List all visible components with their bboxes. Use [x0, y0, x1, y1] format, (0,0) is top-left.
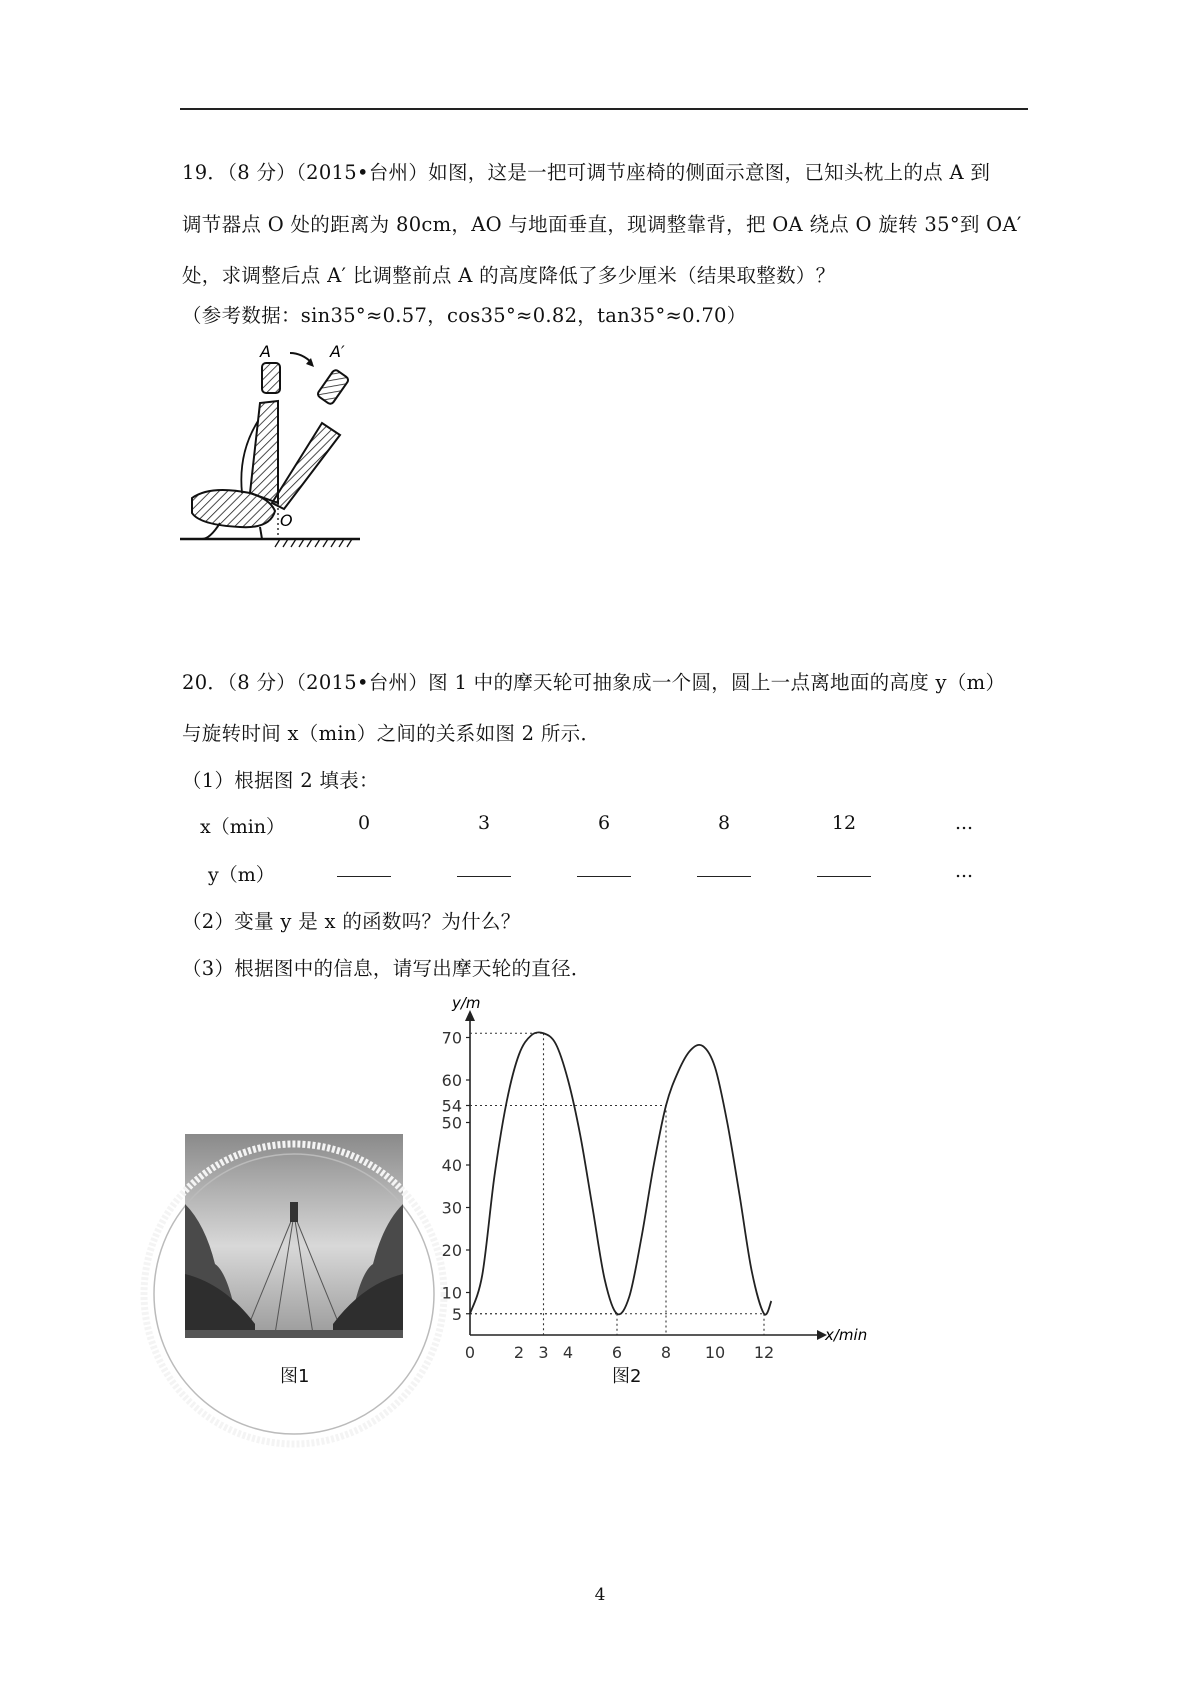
table-x-value: 3: [477, 812, 491, 834]
height-curve: [470, 1032, 771, 1314]
figure2-caption: 图2: [612, 1366, 642, 1387]
y-tick-label: 50: [441, 1113, 462, 1133]
y-tick-label: 70: [441, 1028, 462, 1048]
label-a-prime: A′: [330, 342, 345, 361]
q20-part1: （1）根据图 2 填表：: [182, 769, 379, 792]
y-tick-label: 10: [441, 1283, 462, 1303]
header-rule: [180, 108, 1028, 110]
x-tick-label: 0: [464, 1343, 476, 1362]
page-number: 4: [594, 1585, 606, 1605]
y-tick-label: 20: [441, 1241, 462, 1260]
ferris-wheel-photo: [185, 1134, 403, 1338]
table-x-header: x（min）: [200, 816, 286, 838]
backrest-upright: [250, 401, 278, 503]
label-o: O: [280, 511, 293, 530]
q20-part2: （2）变量 y 是 x 的函数吗？为什么？: [182, 910, 521, 933]
table-x-value: 12: [831, 812, 857, 834]
x-tick-label: 2: [513, 1343, 525, 1362]
q19-line1: 19．（8 分）（2015•台州）如图，这是一把可调节座椅的侧面示意图，已知头枕上的点 A 到: [182, 161, 991, 184]
table-x-value: 6: [597, 812, 611, 834]
answer-blank[interactable]: [337, 876, 391, 877]
q19-line2: 调节器点 O 处的距离为 80cm，AO 与地面垂直，现调整靠背，把 OA 绕点 O 旋转 35°到 OA′: [182, 213, 1022, 236]
y-tick-label: 54: [441, 1096, 462, 1116]
y-axis-label: y/m: [452, 994, 481, 1012]
answer-blank[interactable]: [817, 876, 871, 877]
x-tick-label: 10: [704, 1343, 726, 1362]
q19-line3: 处，求调整后点 A′ 比调整前点 A 的高度降低了多少厘米（结果取整数）？: [182, 264, 836, 287]
backrest-tilted: [272, 423, 340, 509]
answer-blank[interactable]: [457, 876, 511, 877]
q19-reference-data: （参考数据：sin35°≈0.57，cos35°≈0.82，tan35°≈0.70）: [182, 304, 747, 327]
answer-blank[interactable]: [697, 876, 751, 877]
label-a: A: [260, 342, 271, 361]
x-tick-label: 6: [611, 1343, 623, 1362]
table-x-value: 8: [717, 812, 731, 834]
table-x-value: 0: [357, 812, 371, 834]
y-tick-label: 30: [441, 1198, 462, 1218]
x-tick-label: 4: [562, 1343, 574, 1362]
table-y-ellipsis: ...: [954, 860, 974, 882]
height-time-chart: [425, 990, 868, 1362]
table-x-ellipsis: ...: [954, 812, 974, 834]
x-axis-label: x/min: [825, 1326, 868, 1344]
q20-line1: 20．（8 分）（2015•台州）图 1 中的摩天轮可抽象成一个圆，圆上一点离地面的高度 y（m）: [182, 671, 1006, 694]
q20-line2: 与旋转时间 x（min）之间的关系如图 2 所示．: [182, 722, 601, 745]
y-tick-label: 60: [441, 1071, 462, 1090]
headrest-a-prime: [316, 369, 349, 406]
x-tick-label: 3: [538, 1343, 549, 1362]
x-tick-label: 8: [660, 1343, 672, 1362]
answer-blank[interactable]: [577, 876, 631, 877]
q20-part3: （3）根据图中的信息，请写出摩天轮的直径．: [182, 957, 591, 980]
figure1-caption: 图1: [280, 1366, 310, 1387]
seat-figure: [180, 343, 380, 548]
x-tick-label: 12: [753, 1343, 775, 1362]
table-y-header: y（m）: [208, 864, 275, 886]
headrest-a: [262, 363, 280, 393]
y-tick-label: 5: [451, 1304, 462, 1324]
y-tick-label: 40: [441, 1156, 462, 1175]
